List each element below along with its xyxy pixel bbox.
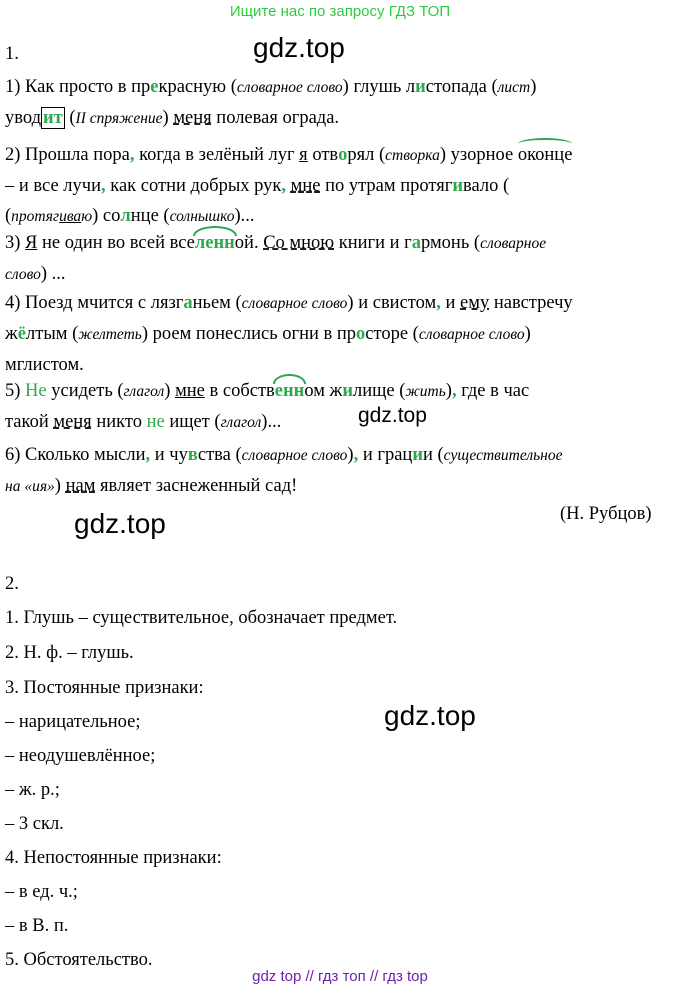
note: словарное слово: [418, 326, 525, 343]
text: в собств: [204, 381, 275, 401]
text: ) и свистом: [347, 293, 437, 313]
analysis-line: – 3 скл.: [5, 814, 64, 834]
text: )...: [234, 206, 255, 226]
text: 6) Сколько мысли: [5, 445, 146, 465]
suffix-mark: ленн: [195, 228, 235, 258]
orthogram: о: [356, 324, 366, 344]
text: ) роем понеслись огни в пр: [141, 324, 357, 344]
text: и грац: [358, 445, 413, 465]
analysis-line: – нарицательное;: [5, 712, 141, 732]
orthogram: и: [452, 176, 463, 196]
ending-box: ит: [43, 108, 63, 128]
comma: ,: [281, 176, 287, 196]
orthogram: и: [415, 77, 426, 97]
note-suffix: ива: [59, 208, 82, 225]
text: полевая ограда.: [211, 108, 340, 128]
text: и (: [422, 445, 444, 465]
text: и: [440, 293, 461, 313]
note: словарное слово: [241, 447, 348, 464]
analysis-line: 2. Н. ф. – глушь.: [5, 643, 134, 663]
particle: не: [146, 412, 165, 432]
object: мне: [290, 176, 321, 196]
task-2-number: 2.: [5, 574, 19, 594]
text: усидеть (: [46, 381, 124, 401]
note: желтеть: [78, 326, 142, 343]
analysis-line: 1. Глушь – существительное, обозначает предмет.: [5, 608, 398, 628]
sentence-4: 4) Поезд мчится с лязганьем (словарное слово) и свистом, и ему навстречу жёлтым (желтеть) роем понеслись огни в просторе (словарное слово) мглистом.: [5, 293, 573, 375]
text: никто: [91, 412, 147, 432]
watermark: gdz.top: [358, 404, 427, 427]
orthogram: ё: [17, 324, 27, 344]
text: навстречу: [489, 293, 573, 313]
text: стопада (: [425, 77, 498, 97]
text: ): [530, 77, 537, 97]
text: когда в зелёный луг: [134, 145, 300, 165]
note: на «ия»: [5, 478, 55, 495]
orthogram: а: [183, 293, 193, 313]
subject: я: [299, 145, 308, 165]
text: )...: [261, 412, 282, 432]
orthogram: е: [150, 77, 159, 97]
object: меня: [173, 108, 212, 128]
text: рмонь (: [421, 233, 481, 253]
text: где в час: [456, 381, 530, 401]
note: глагол: [220, 414, 262, 431]
text: ищет (: [164, 412, 221, 432]
text: лтым (: [26, 324, 79, 344]
text: 3): [5, 233, 26, 253]
analysis-line: – ж. р.;: [5, 780, 60, 800]
analysis-line: 4. Непостоянные признаки:: [5, 848, 222, 868]
particle: Не: [25, 381, 47, 401]
adverbial: Со мною: [263, 233, 335, 253]
text: – и все лучи: [5, 176, 101, 196]
watermark: gdz.top: [253, 32, 345, 63]
text: вало (: [463, 176, 510, 196]
comma: ,: [436, 293, 441, 313]
text: красную (: [158, 77, 237, 97]
note: существительное: [443, 447, 563, 464]
note: солнышко: [169, 208, 235, 225]
object: нам: [65, 476, 96, 496]
orthogram: а: [411, 233, 421, 253]
text: ) ...: [40, 264, 66, 284]
top-banner: Ищите нас по запросу ГДЗ ТОП: [229, 3, 451, 20]
text: ): [445, 381, 452, 401]
note: жить: [405, 383, 446, 400]
note: словарное: [480, 235, 547, 252]
orthogram: и: [412, 445, 423, 465]
text: ): [347, 445, 354, 465]
suffix-mark: енн: [275, 376, 305, 406]
text: 1) Как просто в пр: [5, 77, 151, 97]
root-word: оконце: [518, 140, 573, 170]
text: ): [162, 108, 174, 128]
note: II спряжение: [75, 110, 163, 127]
text: нце (: [130, 206, 170, 226]
analysis-line: – в В. п.: [5, 916, 69, 936]
analysis-line: – в ед. ч.;: [5, 882, 78, 902]
watermark: gdz.top: [384, 700, 476, 731]
orthogram: в: [187, 445, 198, 465]
text: 4) Поезд мчится с лязг: [5, 293, 184, 313]
note: ю: [81, 208, 93, 225]
subject: Я: [25, 233, 38, 253]
analysis-line: 5. Обстоятельство.: [5, 950, 153, 970]
text: ньем (: [192, 293, 242, 313]
text: ж: [5, 324, 18, 344]
text: и чу: [150, 445, 188, 465]
text: ства (: [197, 445, 242, 465]
text: сторе (: [365, 324, 419, 344]
text: ): [54, 476, 66, 496]
text: 5): [5, 381, 26, 401]
sentence-3: [5, 228, 677, 290]
comma: ,: [101, 176, 106, 196]
text: 2) Прошла пора: [5, 145, 130, 165]
note: створка: [385, 147, 440, 164]
footer: gdz top // гдз топ // гдз top: [252, 968, 428, 985]
analysis-line: – неодушевлённое;: [5, 746, 156, 766]
sentence-6: 6) Сколько мысли, и чувства (словарное слово), и грации (существительное на «ия») нам являет заснеженный сад!: [5, 445, 563, 496]
object: ему: [460, 293, 490, 313]
analysis-line: 3. Постоянные признаки:: [5, 678, 204, 698]
text: лище (: [353, 381, 406, 401]
note: протяг: [11, 208, 60, 225]
note: словарное слово: [241, 295, 348, 312]
orthogram: и: [342, 381, 353, 401]
text: ом ж: [304, 381, 343, 401]
note: слово: [5, 266, 41, 283]
text: являет заснеженный сад!: [95, 476, 298, 496]
note: лист: [497, 79, 531, 96]
text: мглистом.: [5, 355, 84, 375]
comma: ,: [129, 145, 135, 165]
text: ой.: [234, 233, 264, 253]
text: (: [64, 108, 76, 128]
sentence-2: 2) Прошла пора, когда в зелёный луг я отворял (створка) узорное оконце – и все лучи, как сотни добрых рук, мне по утрам протягивало ( (протягиваю) солнце (солнышко)...: [5, 140, 677, 232]
orthogram: л: [120, 206, 131, 226]
text: ): [164, 381, 176, 401]
watermark: gdz.top: [74, 508, 166, 539]
orthogram: о: [338, 145, 348, 165]
text: такой: [5, 412, 54, 432]
note: глагол: [123, 383, 165, 400]
text: книги и г: [334, 233, 412, 253]
sentence-1: [5, 72, 677, 134]
text: ) узорное: [439, 145, 518, 165]
text: по утрам протяг: [320, 176, 453, 196]
subject: мне: [175, 381, 205, 401]
text: отв: [307, 145, 339, 165]
text: как сотни добрых рук: [105, 176, 282, 196]
author: (Н. Рубцов): [560, 504, 652, 524]
text: увод: [5, 108, 41, 128]
task-1-number: 1.: [5, 44, 19, 64]
sentence-5: 5) Не усидеть (глагол) мне в собственном жилище (жить), где в час такой меня никто не ищет (глагол)...: [5, 376, 677, 438]
object: меня: [53, 412, 92, 432]
text: ) со: [92, 206, 121, 226]
text: рял (: [347, 145, 386, 165]
text: ) глушь л: [342, 77, 416, 97]
note: словарное слово: [236, 79, 343, 96]
text: не один во всей все: [37, 233, 195, 253]
